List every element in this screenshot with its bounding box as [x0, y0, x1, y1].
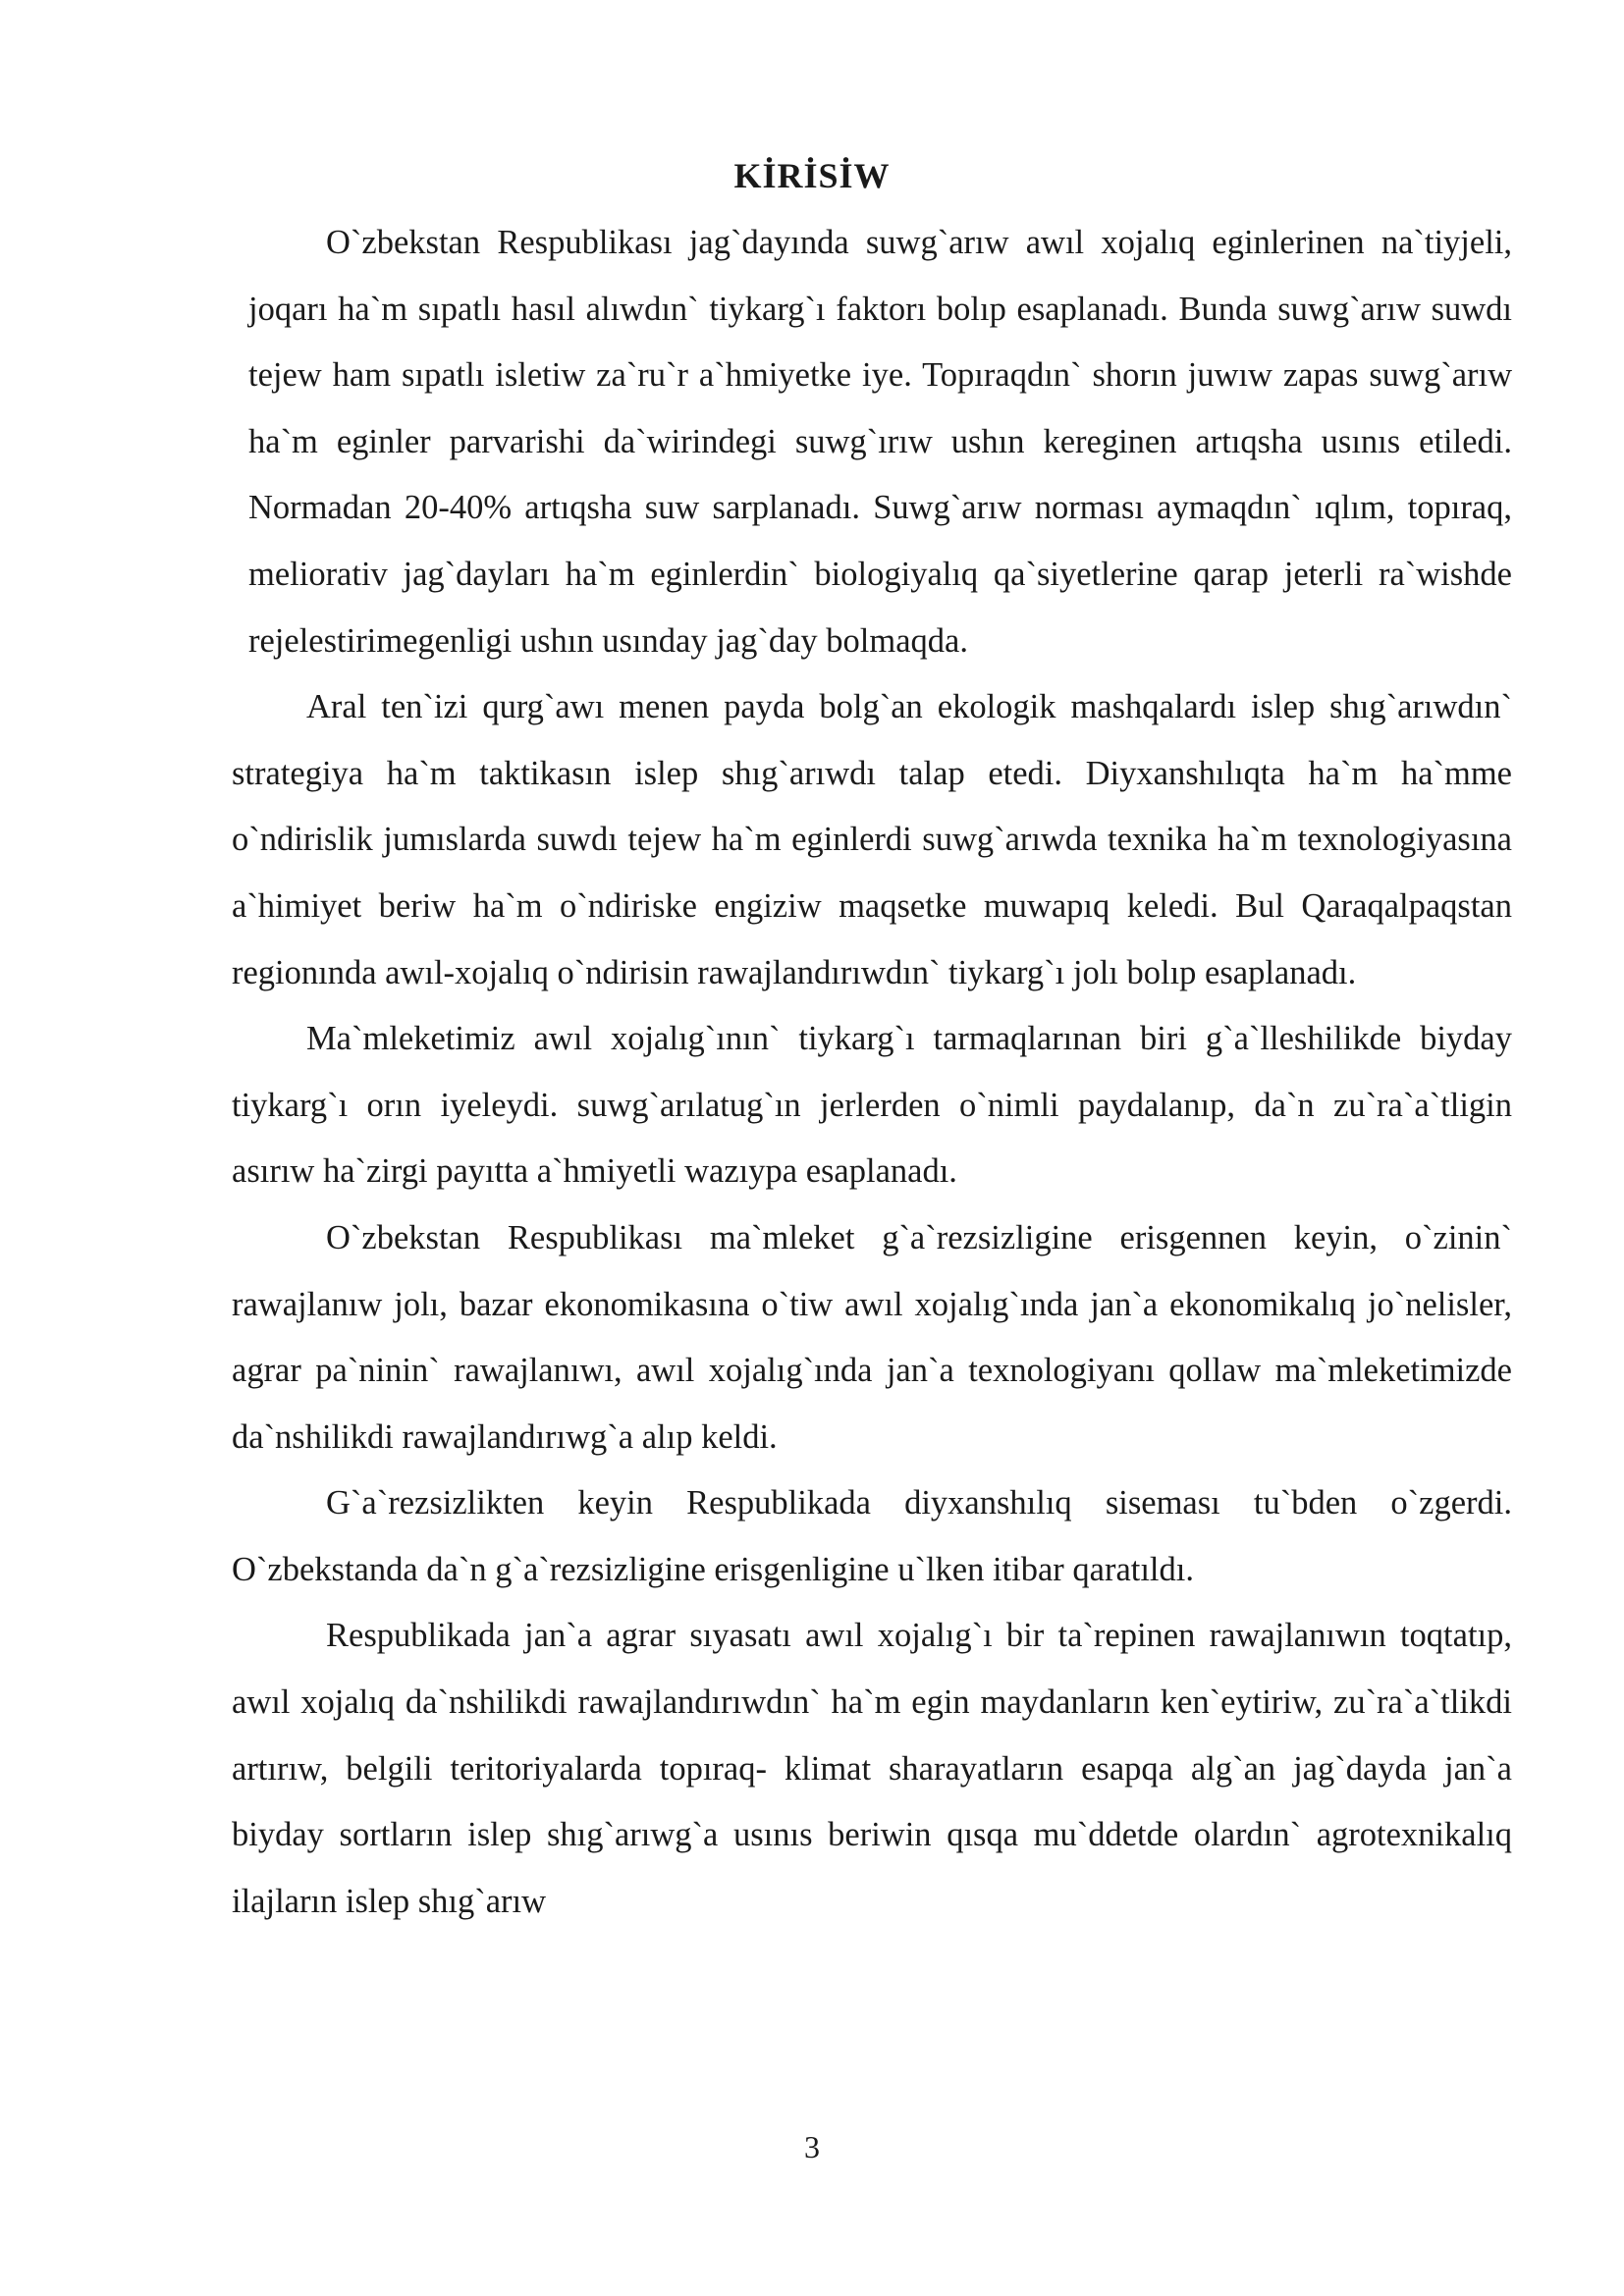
page-title: KİRİSİW	[733, 156, 891, 195]
document-body	[232, 210, 1512, 1935]
paragraph: G`a`rezsizlikten keyin Respublikada diyxanshılıq siseması tu`bden o`zgerdi. O`zbekstanda da`n g`a`rezsizligine erisgenligine u`lken itibar qaratıldı.	[232, 1484, 1512, 1588]
page-number: 3	[804, 2129, 820, 2164]
paragraph: Aral ten`izi qurg`awı menen payda bolg`an ekologik mashqalardı islep shıg`arıwdın` strategiya ha`m taktikasın islep shıg`arıwdı talap etedi. Diyxanshılıqta ha`m ha`mme o`ndirislik jumıslarda suwdı tejew ha`m eginlerdi suwg`arıwda texnika ha`m texnologiyasına a`himiyet beriw ha`m o`ndiriske engiziw maqsetke muwapıq keledi. Bul Qaraqalpaqstan regionında awıl-xojalıq o`ndirisin rawajlandırıwdın` tiykarg`ı jolı bolıp esaplanadı.	[232, 688, 1512, 991]
paragraph: Ma`mleketimiz awıl xojalıg`ının` tiykarg`ı tarmaqlarınan biri g`a`lleshilikde biyday tiykarg`ı orın iyeleydi. suwg`arılatug`ın jerlerden o`nimli paydalanıp, da`n zu`ra`a`tligin asırıw ha`zirgi payıtta a`hmiyetli wazıypa esaplanadı.	[232, 1020, 1512, 1191]
paragraph: O`zbekstan Respublikası ma`mleket g`a`rezsizligine erisgennen keyin, o`zinin` rawajlanıw jolı, bazar ekonomikasına o`tiw awıl xojalıg`ında jan`a ekonomikalıq jo`nelisler, agrar pa`ninin` rawajlanıwı, awıl xojalıg`ında jan`a texnologiyanı qollaw ma`mleketimizde da`nshilikdi rawajlandırıwg`a alıp keldi.	[232, 1218, 1512, 1456]
paragraph: O`zbekstan Respublikası jag`dayında suwg`arıw awıl xojalıq eginlerinen na`tiyjeli, joqarı ha`m sıpatlı hasıl alıwdın` tiykarg`ı faktorı bolıp esaplanadı. Bunda suwg`arıw suwdı tejew ham sıpatlı isletiw za`ru`r a`hmiyetke iye. Topıraqdın` shorın juwıw zapas suwg`arıw ha`m eginler parvarishi da`wirindegi suwg`ırıw ushın kereginen artıqsha usınıs etiledi. Normadan 20-40% artıqsha suw sarplanadı. Suwg`arıw norması aymaqdın` ıqlım, topıraq, meliorativ jag`dayları ha`m eginlerdin` biologiyalıq qa`siyetlerine qarap jeterli ra`wishde rejelestirimegenligi ushın usınday jag`day bolmaqda.	[248, 224, 1512, 660]
paragraph: Respublikada jan`a agrar sıyasatı awıl xojalıg`ı bir ta`repinen rawajlanıwın toqtatıp, awıl xojalıq da`nshilikdi rawajlandırıwdın` ha`m egin maydanların ken`eytiriw, zu`ra`a`tlikdi artırıw, belgili teritoriyalarda topıraq- klimat sharayatların esapqa alg`an jag`dayda jan`a biyday sortların islep shıg`arıwg`a usınıs beriwin qısqa mu`ddetde olardın` agrotexnikalıq ilajların islep shıg`arıw	[232, 1617, 1512, 1920]
